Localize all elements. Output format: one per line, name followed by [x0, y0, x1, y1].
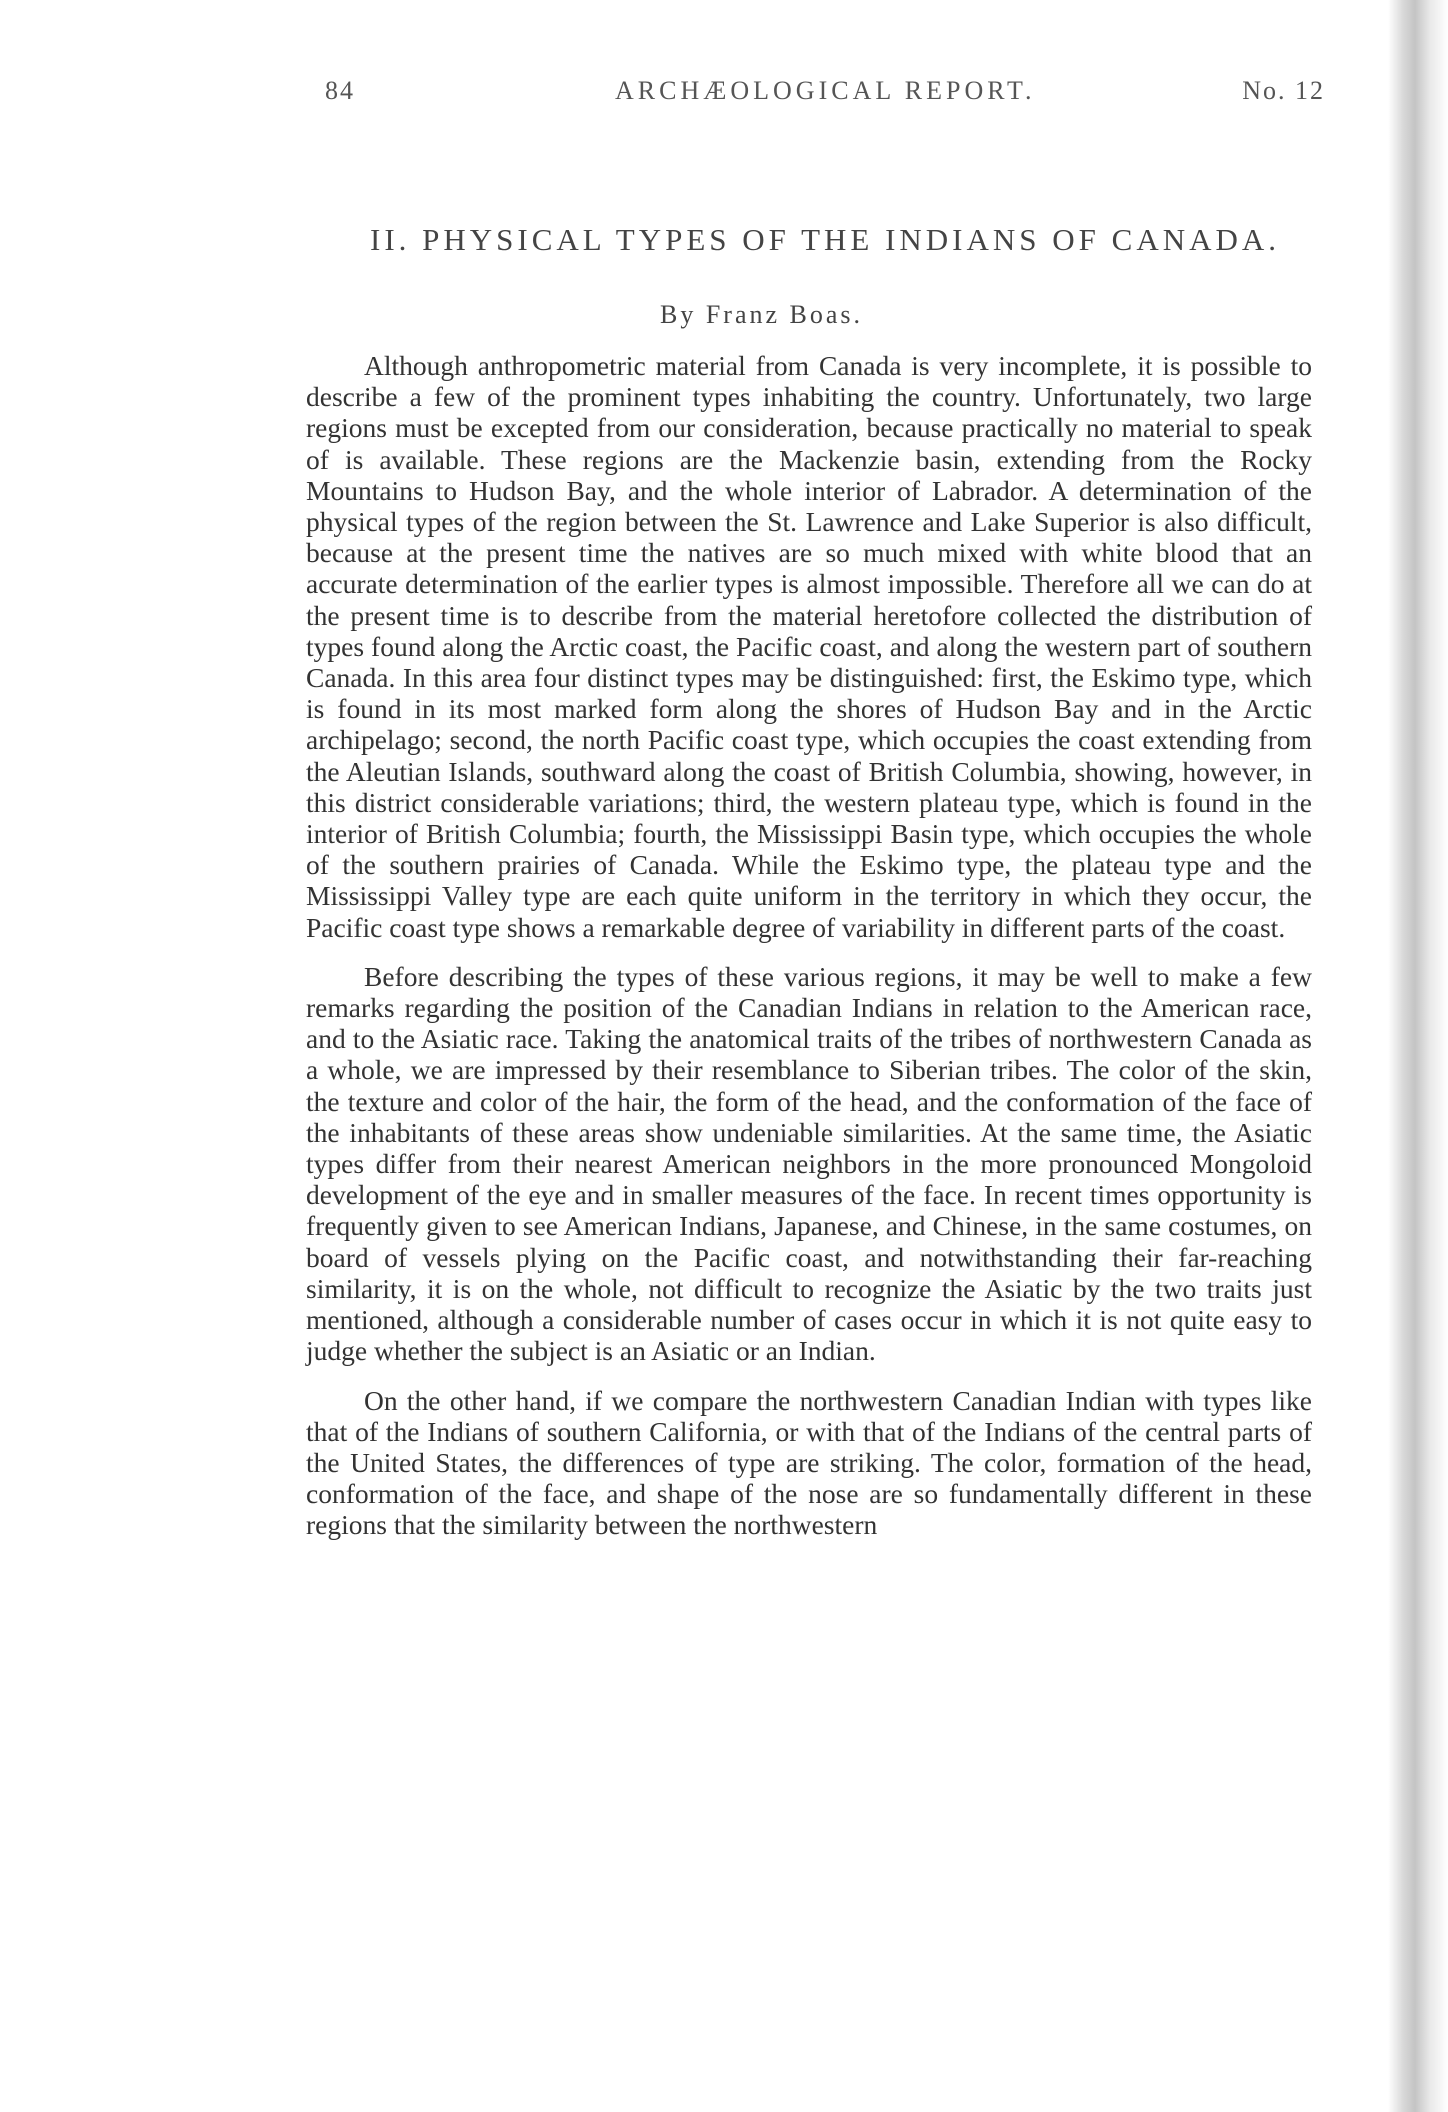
article-title: II. PHYSICAL TYPES OF THE INDIANS OF CANADA.: [370, 222, 1281, 257]
page-number: 84: [325, 76, 355, 105]
paragraph-1: Although anthropometric material from Canada is very incomplete, it is possible to describe a few of the prominent types inhabiting the country. Unfortunately, two large regions must be excepted from our consideration, because practically no material to speak of is available. These regions are the Mackenzie basin, extending from the Rocky Mountains to Hudson Bay, and the whole interior of Labrador. A determination of the physical types of the region between the St. Lawrence and Lake Superior is also difficult, because at the present time the natives are so much mixed with white blood that an accurate determination of the earlier types is almost impossible. Therefore all we can do at the present time is to describe from the material heretofore collected the distribution of types found along the Arctic coast, the Pacific coast, and along the western part of southern Canada. In this area four distinct types may be distinguished: first, the Eskimo type, which is found in its most marked form along the shores of Hudson Bay and in the Arctic archipelago; second, the north Pacific coast type, which occupies the coast extending from the Aleutian Islands, southward along the coast of British Columbia, showing, however, in this district considerable variations; third, the western plateau type, which is found in the interior of British Columbia; fourth, the Mississippi Basin type, which occupies the whole of the southern prairies of Canada. While the Eskimo type, the plateau type and the Mississippi Valley type are each quite uniform in the territory in which they occur, the Pacific coast type shows a remarkable degree of variability in different parts of the coast.: [306, 350, 1312, 943]
running-title: ARCHÆOLOGICAL REPORT.: [615, 76, 1036, 105]
paragraph-3: On the other hand, if we compare the northwestern Canadian Indian with types like that of the Indians of southern California, or with that of the Indians of the central parts of the United States, the differences of type are striking. The color, formation of the head, conformation of the face, and shape of the nose are so fundamentally different in these regions that the similarity between the northwestern: [306, 1384, 1312, 1541]
article-body: [306, 350, 1312, 1559]
paragraph-2: Before describing the types of these various regions, it may be well to make a few remarks regarding the position of the Canadian Indians in relation to the American race, and to the Asiatic race. Taking the anatomical traits of the tribes of northwestern Canada as a whole, we are impressed by their resemblance to Siberian tribes. The color of the skin, the texture and color of the hair, the form of the head, and the conformation of the face of the inhabitants of these areas show undeniable similarities. At the same time, the Asiatic types differ from their nearest American neighbors in the more pronounced Mongoloid development of the eye and in smaller measures of the face. In recent times opportunity is frequently given to see American Indians, Japanese, and Chinese, in the same costumes, on board of vessels plying on the Pacific coast, and notwithstanding their far-reaching similarity, it is on the whole, not difficult to recognize the Asiatic by the two traits just mentioned, although a considerable number of cases occur in which it is not quite easy to judge whether the subject is an Asiatic or an Indian.: [306, 960, 1312, 1367]
issue-number: No. 12: [1242, 76, 1325, 105]
running-header: [325, 76, 1325, 126]
page-edge-shadow: [1388, 0, 1448, 2112]
article-byline: By Franz Boas.: [660, 300, 864, 329]
